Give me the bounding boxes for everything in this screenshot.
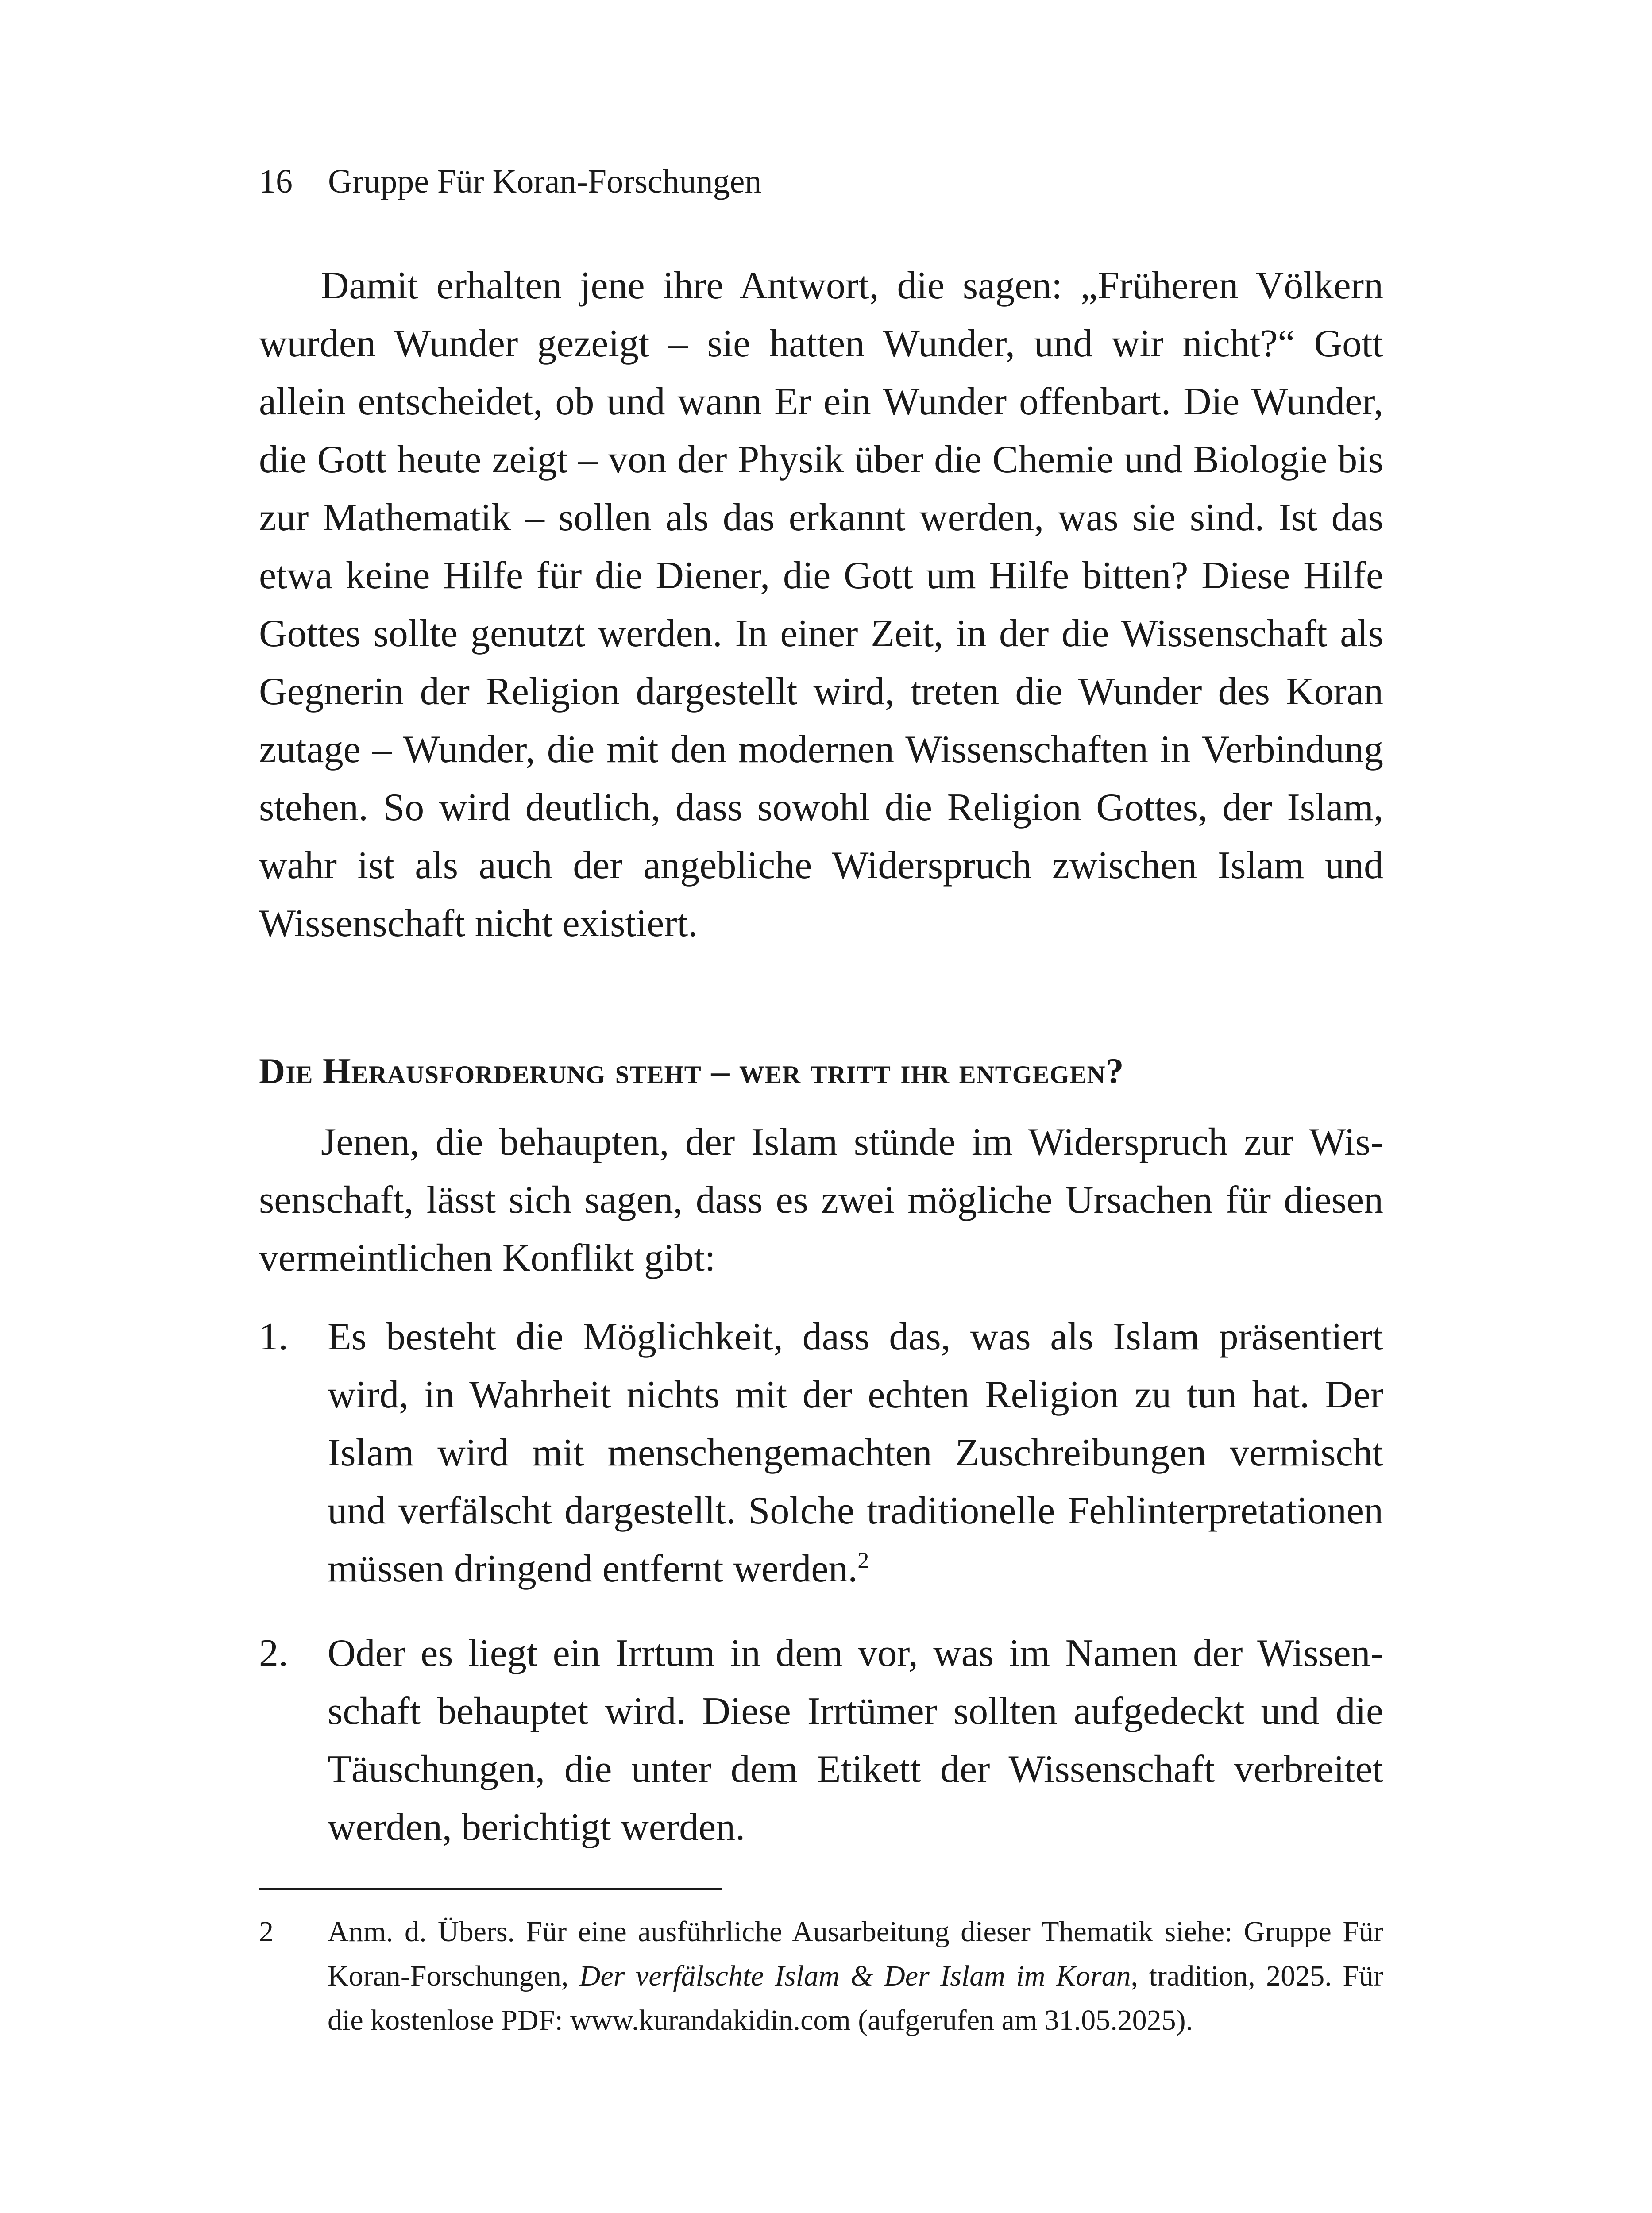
- footnote-text-after: , tradition, 2025. Für die kostenlose PDF: www.kurandakidin.com (aufgerufen am 31.05.2025).: [328, 1960, 1384, 2036]
- body-paragraph-2: Jenen, die behaupten, der Islam stünde im Widerspruch zur Wissenschaft, lässt sich sagen, dass es zwei mögliche Ursachen für diesen vermeintlichen Konflikt gibt:: [259, 1121, 1383, 1280]
- footnote-reference[interactable]: 2: [857, 1548, 869, 1573]
- footnote-body: [259, 1910, 1383, 2043]
- list-item: [259, 1308, 1383, 1598]
- section-heading: Die Herausforderung steht – wer tritt ihr entgegen?: [259, 1051, 1124, 1091]
- list-marker: 2.: [259, 1632, 288, 1675]
- list-item: [259, 1624, 1383, 1856]
- list-item-text: Es besteht die Möglichkeit, dass das, was als Islam präsentiert wird, in Wahrheit nichts mit der echten Religion zu tun hat. Der Islam wird mit menschengemachten Zuschreibungen vermischt und verfälscht dargestellt. Solche traditionelle Fehlinterpretationen müssen dringend entfernt werden.: [328, 1315, 1383, 1590]
- footnote-divider: [259, 1888, 722, 1890]
- footnote: [259, 1910, 1383, 2043]
- footnote-text-before: Anm. d. Übers. Für eine ausführliche Ausarbeitung dieser Thematik siehe: Gruppe Für Koran-Forschungen,: [328, 1916, 1383, 1992]
- list-marker: 1.: [259, 1315, 288, 1358]
- page-number: 16: [259, 163, 293, 200]
- footnote-book-title: Der verfälschte Islam & Der Islam im Koran: [579, 1960, 1131, 1992]
- running-head: [259, 159, 761, 204]
- body-paragraph-1: Damit erhalten jene ihre Antwort, die sagen: „Früheren Völkern wurden Wunder gezeigt – sie hatten Wunder, und wir nicht?“ Gott allein entscheidet, ob und wann Er ein Wunder offenbart. Die Wunder, die Gott heute zeigt – von der Physik über die Chemie und Biologie bis zur Mathematik – sollen als das erkannt werden, was sie sind. Ist das etwa keine Hilfe für die Diener, die Gott um Hilfe bitten? Diese Hilfe Gottes sollte genutzt werden. In einer Zeit, in der die Wissenschaft als Gegnerin der Religion dargestellt wird, treten die Wunder des Koran zutage – Wunder, die mit den modernen Wissenschaften in Verbindung stehen. So wird deutlich, dass sowohl die Religion Gottes, der Islam, wahr ist als auch der angebliche Widerspruch zwischen Islam und Wissenschaft nicht existiert.: [259, 264, 1383, 945]
- list-item-text: Oder es liegt ein Irrtum in dem vor, was im Namen der Wissenschaft behauptet wird. Diese Irrtümer sollten aufgedeckt und die Täuschungen, die unter dem Etikett der Wissenschaft verbreitet werden, berichtigt werden.: [328, 1632, 1383, 1849]
- footnote-number: 2: [259, 1916, 274, 1948]
- running-title: Gruppe Für Koran-Forschungen: [328, 163, 762, 200]
